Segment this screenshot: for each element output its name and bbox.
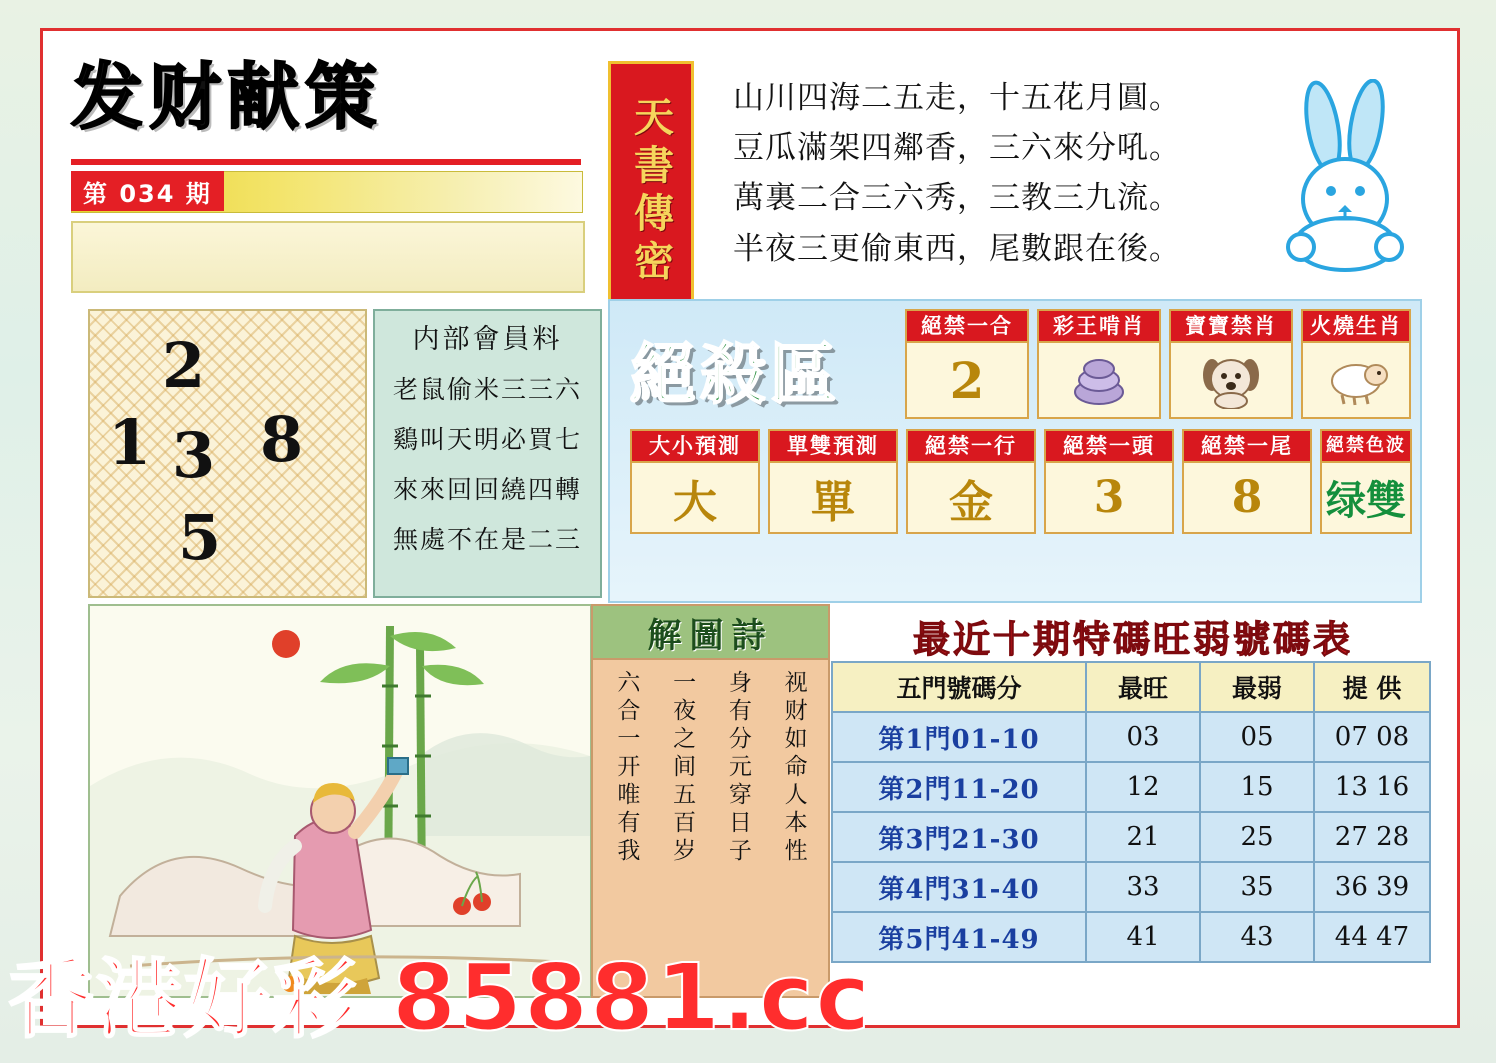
- banner-text: 天書傳密: [627, 95, 675, 288]
- rabbit-icon: [1271, 79, 1421, 274]
- jue-sha-qu-section: [608, 299, 1422, 603]
- table-row: [832, 862, 1430, 912]
- table-header-cell: 最弱: [1200, 662, 1314, 712]
- jsq-bottom-header: 大小預測: [632, 431, 758, 463]
- table-cell-cold: 35: [1200, 862, 1314, 912]
- member-line: 老鼠偷米三三六: [392, 375, 582, 404]
- poem-block: [733, 73, 1253, 274]
- page-title: 发财献策: [71, 55, 384, 139]
- jsq-top-cell: [1037, 309, 1161, 419]
- table-cell-label: 第4門31-40: [832, 862, 1086, 912]
- table-row: [832, 712, 1430, 762]
- sheep-icon: [1322, 353, 1390, 407]
- jsq-bottom-value: 3: [1093, 472, 1125, 523]
- lucky-number: 5: [178, 501, 222, 574]
- table-cell-label: 第1門01-10: [832, 712, 1086, 762]
- table-cell-cold: 05: [1200, 712, 1314, 762]
- table-cell-cold: 43: [1200, 912, 1314, 962]
- issue-label: 第 034 期: [71, 171, 224, 211]
- jsq-bottom-header: 單雙預測: [770, 431, 896, 463]
- table-cell-label: 第2門11-20: [832, 762, 1086, 812]
- jie-tu-shi-title: 解圖詩: [593, 606, 828, 660]
- jie-tu-shi-column: 六合一开唯有我: [613, 670, 640, 866]
- jsq-bottom-cell: [906, 429, 1036, 534]
- poster-sheet: [40, 28, 1460, 1028]
- jsq-top-header: 寶寶禁肖: [1171, 311, 1291, 343]
- jsq-top-header: 絕禁一合: [907, 311, 1027, 343]
- table-title: 最近十期特碼旺弱號碼表: [913, 618, 1353, 661]
- jsq-bottom-value: 8: [1231, 472, 1263, 523]
- jsq-top-cell: [1301, 309, 1411, 419]
- watermark-number: 85881.cc: [391, 944, 873, 1051]
- jsq-top-header: 彩王啃肖: [1039, 311, 1159, 343]
- blank-panel: [71, 221, 585, 293]
- jie-tu-shi-column: 一夜之间五百岁: [669, 670, 696, 866]
- jsq-bottom-header: 絕禁一尾: [1184, 431, 1310, 463]
- lucky-number: 1: [108, 406, 152, 479]
- jsq-top-value: [1171, 343, 1291, 417]
- member-box-title: 内部會員料: [412, 324, 563, 355]
- snail-icon: [1067, 350, 1131, 410]
- lucky-number: 8: [260, 403, 304, 476]
- poem-line: 萬裏二合三六秀，三教三九流。: [733, 180, 1181, 217]
- watermark-text: 香港好彩: [8, 950, 360, 1050]
- jsq-bottom-cell: [1044, 429, 1174, 534]
- watermark: [8, 930, 1008, 1054]
- table-cell-supply: 36 39: [1314, 862, 1430, 912]
- table-row: [832, 812, 1430, 862]
- jsq-top-cell: [905, 309, 1029, 419]
- table-cell-hot: 12: [1086, 762, 1200, 812]
- table-cell-hot: 21: [1086, 812, 1200, 862]
- table-cell-label: 第3門21-30: [832, 812, 1086, 862]
- jsq-top-cell: [1169, 309, 1293, 419]
- dog-icon: [1198, 351, 1264, 409]
- jsq-top-value: 2: [949, 350, 985, 410]
- jsq-bottom-value: 金: [949, 476, 993, 528]
- jsq-top-header: 火燒生肖: [1303, 311, 1409, 343]
- table-cell-supply: 44 47: [1314, 912, 1430, 962]
- poem-line: 豆瓜滿架四鄰香，三六來分吼。: [733, 130, 1181, 167]
- jsq-top-value: [1303, 343, 1409, 417]
- jsq-bottom-cell: [768, 429, 898, 534]
- table-header-cell: 五門號碼分: [832, 662, 1086, 712]
- jue-sha-qu-title: 絕殺區: [630, 336, 840, 413]
- table-cell-label: 第5門41-49: [832, 912, 1086, 962]
- member-line: 來來回回繞四轉: [392, 475, 582, 504]
- jsq-bottom-header: 絕禁一行: [908, 431, 1034, 463]
- lucky-numbers-grid: [88, 309, 367, 598]
- table-header-cell: 最旺: [1086, 662, 1200, 712]
- jsq-bottom-header: 絕禁色波: [1322, 431, 1410, 463]
- table-cell-supply: 13 16: [1314, 762, 1430, 812]
- table-cell-supply: 07 08: [1314, 712, 1430, 762]
- jsq-bottom-value: 大: [673, 476, 717, 528]
- jsq-bottom-cell: [1182, 429, 1312, 534]
- jsq-bottom-cell: [630, 429, 760, 534]
- table-header-cell: 提 供: [1314, 662, 1430, 712]
- jsq-bottom-header: 絕禁一頭: [1046, 431, 1172, 463]
- table-header-row: [832, 662, 1430, 712]
- hot-cold-table: [831, 661, 1431, 963]
- jie-tu-shi-column: 身有分元穿日子: [724, 670, 751, 866]
- vertical-banner: [608, 61, 694, 322]
- jsq-bottom-value: 绿雙: [1326, 477, 1406, 524]
- member-line: 鷄叫天明必買七: [392, 425, 582, 454]
- jie-tu-shi-columns: [593, 660, 828, 876]
- table-cell-cold: 25: [1200, 812, 1314, 862]
- jie-tu-shi-column: 视财如命人本性: [780, 670, 807, 866]
- jsq-bottom-value: 單: [811, 476, 855, 528]
- poem-line: 半夜三更偷東西，尾數跟在後。: [733, 230, 1181, 267]
- jsq-top-value: [1039, 343, 1159, 417]
- table-cell-hot: 03: [1086, 712, 1200, 762]
- title-block: [71, 55, 591, 139]
- jsq-bottom-cell: [1320, 429, 1412, 534]
- table-cell-hot: 41: [1086, 912, 1200, 962]
- title-underline: [71, 159, 581, 165]
- table-cell-hot: 33: [1086, 862, 1200, 912]
- member-info-box: [373, 309, 602, 598]
- lucky-number: 2: [162, 329, 206, 402]
- table-cell-supply: 27 28: [1314, 812, 1430, 862]
- lucky-number: 3: [172, 419, 216, 492]
- table-row: [832, 762, 1430, 812]
- member-line: 無處不在是二三: [392, 525, 582, 554]
- poem-line: 山川四海二五走，十五花月圓。: [733, 80, 1181, 116]
- table-cell-cold: 15: [1200, 762, 1314, 812]
